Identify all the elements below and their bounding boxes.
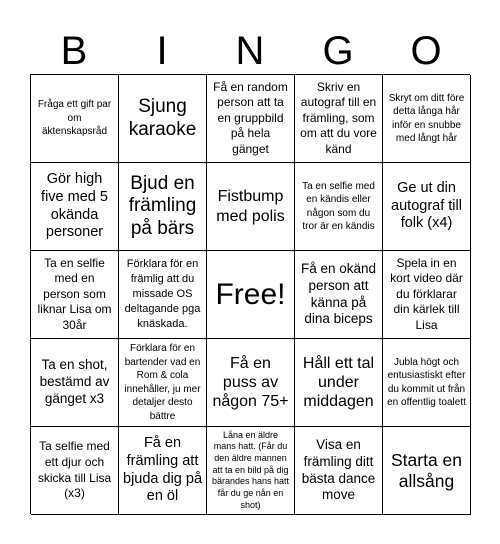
cell-text: Ta en shot, bestämd av gänget x3 <box>39 357 110 406</box>
cell-text: Starta en allsång <box>390 449 463 491</box>
header-letter-g: G <box>322 29 354 73</box>
cell-text: Spela in en kort video där du förklarar din kärlek till Lisa <box>390 255 463 332</box>
bingo-cell-r2c3[interactable] <box>207 163 295 251</box>
bingo-cell-r5c3[interactable] <box>207 427 295 515</box>
cell-text: Skriv en autograf till en främling, som om att du vore känd <box>300 79 377 156</box>
cell-text: Jubla högt och entusiastiskt efter du kommit ut från en offentlig toalett <box>387 356 466 408</box>
bingo-cell-r2c4[interactable] <box>295 163 383 251</box>
bingo-cell-r2c2[interactable] <box>119 163 207 251</box>
cell-text: Håll ett tal under middagen <box>302 354 375 411</box>
bingo-cell-r5c4[interactable] <box>295 427 383 515</box>
bingo-cell-r5c2[interactable] <box>119 427 207 515</box>
bingo-header <box>30 28 470 74</box>
cell-text: Få en random person att ta en gruppbild på hela gänget <box>213 79 288 156</box>
bingo-cell-r5c5[interactable] <box>383 427 471 515</box>
bingo-cell-r5c1[interactable] <box>31 427 119 515</box>
cell-text: Skryt om ditt före detta långa hår inför en snubbe med långt hår <box>388 92 465 144</box>
bingo-cell-r1c4[interactable] <box>295 75 383 163</box>
bingo-cell-r3c4[interactable] <box>295 251 383 339</box>
bingo-cell-r3c3[interactable] <box>207 251 295 339</box>
cell-text-free: Free! <box>215 278 286 311</box>
cell-text: Få en puss av någon 75+ <box>212 354 289 411</box>
header-letter-b: B <box>60 29 88 73</box>
bingo-cell-r3c5[interactable] <box>383 251 471 339</box>
cell-text: Gör high five med 5 okända personer <box>41 171 108 241</box>
cell-text: Fistbump med polis <box>216 188 285 225</box>
bingo-cell-r4c2[interactable] <box>119 339 207 427</box>
cell-text: Visa en främling ditt bästa dance move <box>301 436 376 503</box>
header-letter-i: I <box>156 29 168 73</box>
bingo-cell-r3c2[interactable] <box>119 251 207 339</box>
bingo-cell-r2c5[interactable] <box>383 163 471 251</box>
bingo-cell-r4c1[interactable] <box>31 339 119 427</box>
cell-text: Bjud en främling på bärs <box>128 172 197 239</box>
bingo-cell-r2c1[interactable] <box>31 163 119 251</box>
cell-text: Fråga ett gift par om äktenskapsråd <box>37 99 112 138</box>
bingo-board <box>30 74 470 514</box>
cell-text: Ta en selfie med en person som liknar Lisa om 30år <box>37 255 112 332</box>
cell-text: Förklara för en främlig att du missade OS deltagande pga knäskada. <box>124 258 201 330</box>
bingo-cell-r3c1[interactable] <box>31 251 119 339</box>
bingo-cell-r1c5[interactable] <box>383 75 471 163</box>
cell-text: Få en främling att bjuda dig på en öl <box>123 435 203 505</box>
bingo-cell-r1c3[interactable] <box>207 75 295 163</box>
cell-text: Ta en selfie med en kändis eller någon som du tror är en kändis <box>302 180 375 232</box>
bingo-cell-r1c1[interactable] <box>31 75 119 163</box>
bingo-cell-r4c5[interactable] <box>383 339 471 427</box>
cell-text: Få en okänd person att känna på dina biceps <box>300 260 377 327</box>
bingo-cell-r4c4[interactable] <box>295 339 383 427</box>
cell-text: Ta selfie med ett djur och skicka till Lisa (x3) <box>37 439 112 501</box>
cell-text: Låna en äldre mans hatt. (Får du den äldre mannen att ta en bild på dig bärandes hans hatt får du ge nån en shot) <box>211 429 290 510</box>
bingo-cell-r1c2[interactable] <box>119 75 207 163</box>
header-letter-o: O <box>410 29 442 73</box>
cell-text: Ge ut din autograf till folk (x4) <box>391 179 462 232</box>
cell-text: Sjung karaoke <box>128 96 197 140</box>
bingo-cell-r4c3[interactable] <box>207 339 295 427</box>
header-letter-n: N <box>235 29 265 73</box>
cell-text: Förklara för en bartender vad en Rom & cola innehåller, ju mer detaljer desto bättre <box>124 343 201 422</box>
